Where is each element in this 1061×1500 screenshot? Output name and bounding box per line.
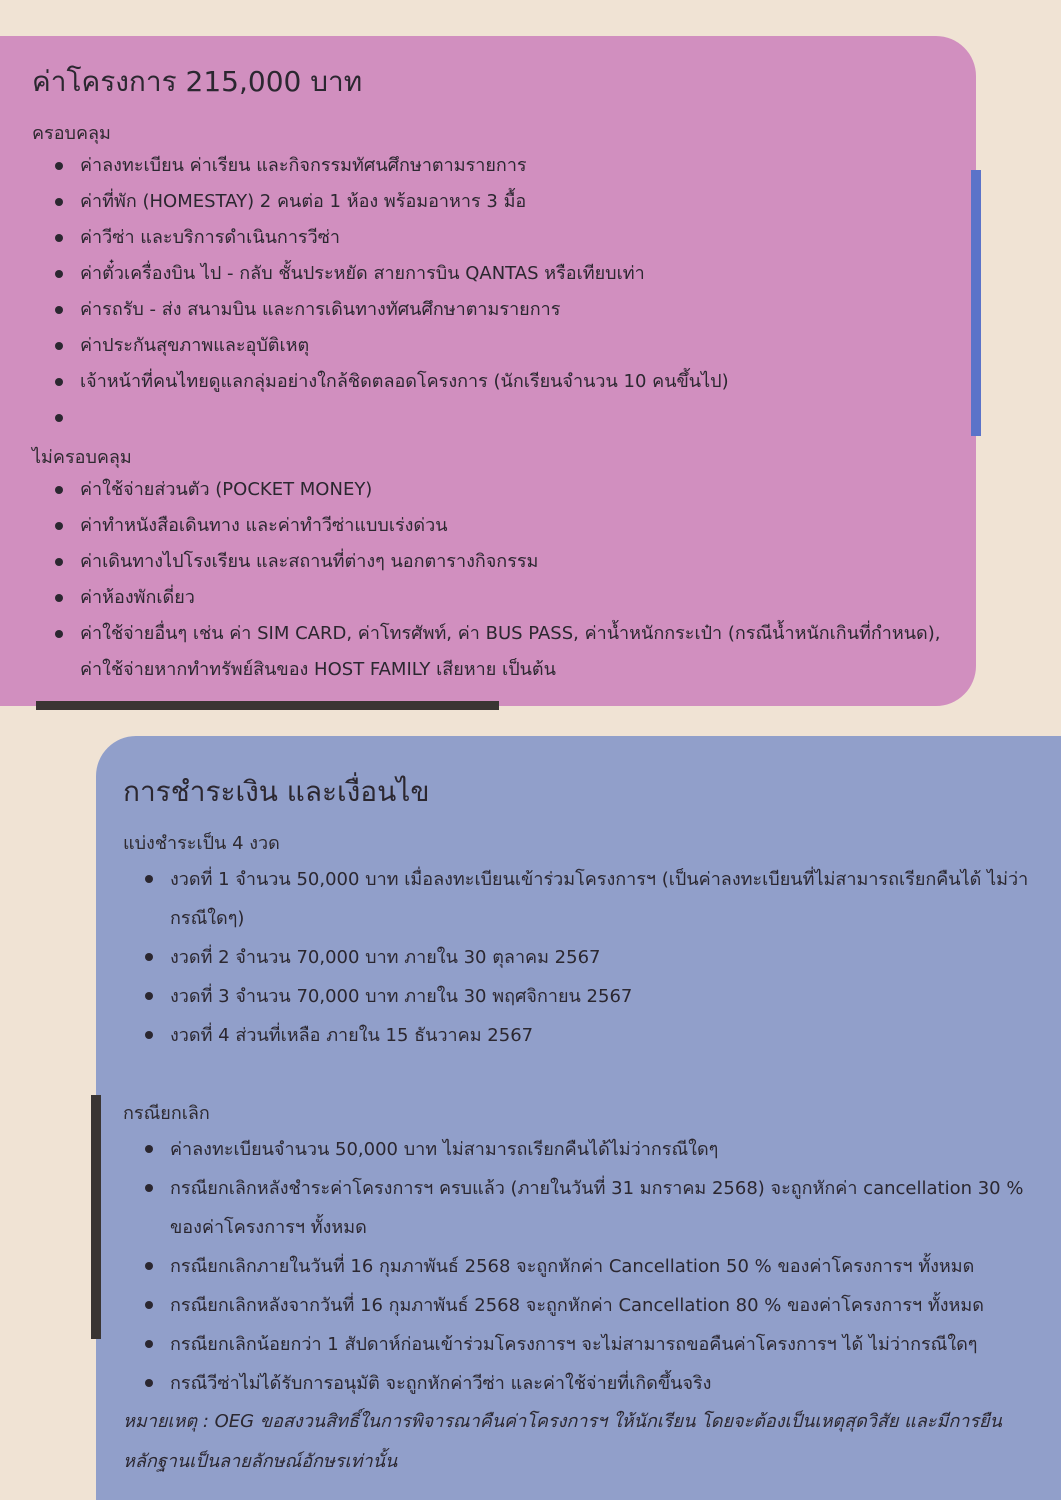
list-item: กรณียกเลิกหลังชำระค่าโครงการฯ ครบแล้ว (ภายในวันที่ 31 มกราคม 2568) จะถูกหักค่า cancellation 30 % ของค่าโครงการฯ ทั้งหมด [170,1169,1035,1247]
covered-label: ครอบคลุม [32,123,111,144]
list-item: งวดที่ 4 ส่วนที่เหลือ ภายใน 15 ธันวาคม 2567 [170,1016,1035,1055]
list-item: เจ้าหน้าที่คนไทยดูแลกลุ่มอย่างใกล้ชิดตลอดโครงการ (นักเรียนจำนวน 10 คนขึ้นไป) [80,364,960,400]
list-item: ค่าใช้จ่ายส่วนตัว (POCKET MONEY) [80,472,965,508]
dark-divider-bar [36,701,499,710]
list-item: ค่าวีซ่า และบริการดำเนินการวีซ่า [80,220,960,256]
cost-title: ค่าโครงการ 215,000 บาท [32,65,363,98]
list-item: กรณียกเลิกน้อยกว่า 1 สัปดาห์ก่อนเข้าร่วมโครงการฯ จะไม่สามารถขอคืนค่าโครงการฯ ได้ ไม่ว่ากรณีใดๆ [170,1325,1035,1364]
cancellation-label: กรณียกเลิก [123,1103,210,1124]
list-item: ค่าลงทะเบียน ค่าเรียน และกิจกรรมทัศนศึกษาตามรายการ [80,148,960,184]
list-item: งวดที่ 1 จำนวน 50,000 บาท เมื่อลงทะเบียนเข้าร่วมโครงการฯ (เป็นค่าลงทะเบียนที่ไม่สามารถเรียกคืนได้ ไม่ว่ากรณีใดๆ) [170,860,1035,938]
list-item: ค่าลงทะเบียนจำนวน 50,000 บาท ไม่สามารถเรียกคืนได้ไม่ว่ากรณีใดๆ [170,1130,1035,1169]
list-item: ค่ารถรับ - ส่ง สนามบิน และการเดินทางทัศนศึกษาตามรายการ [80,292,960,328]
list-item: กรณียกเลิกหลังจากวันที่ 16 กุมภาพันธ์ 2568 จะถูกหักค่า Cancellation 80 % ของค่าโครงการฯ ทั้งหมด [170,1286,1035,1325]
excluded-list [80,472,965,688]
list-item: ค่าที่พัก (HOMESTAY) 2 คนต่อ 1 ห้อง พร้อมอาหาร 3 มื้อ [80,184,960,220]
blue-accent-bar [971,170,981,436]
list-item: ค่าตั๋วเครื่องบิน ไป - กลับ ชั้นประหยัด สายการบิน QANTAS หรือเทียบเท่า [80,256,960,292]
list-item: ค่าเดินทางไปโรงเรียน และสถานที่ต่างๆ นอกตารางกิจกรรม [80,544,965,580]
list-item-empty [80,400,960,436]
remark-note: หมายเหตุ : OEG ขอสงวนสิทธิ์ในการพิจารณาคืนค่าโครงการฯ ให้นักเรียน โดยจะต้องเป็นเหตุสุดวิสัย และมีการยืนหลักฐานเป็นลายลักษณ์อักษรเท่านั้น [123,1411,1002,1472]
covered-list [80,148,960,436]
payment-title: การชำระเงิน และเงื่อนไข [123,775,430,808]
excluded-label: ไม่ครอบคลุม [32,447,132,468]
list-item: ค่าใช้จ่ายอื่นๆ เช่น ค่า SIM CARD, ค่าโทรศัพท์, ค่า BUS PASS, ค่าน้ำหนักกระเป๋า (กรณีน้ำหนักเกินที่กำหนด), ค่าใช้จ่ายหากทำทรัพย์สินของ HOST FAMILY เสียหาย เป็นต้น [80,616,965,688]
list-item: ค่าห้องพักเดี่ยว [80,580,965,616]
list-item: กรณีวีซ่าไม่ได้รับการอนุมัติ จะถูกหักค่าวีซ่า และค่าใช้จ่ายที่เกิดขึ้นจริง [170,1364,1035,1403]
list-item: กรณียกเลิกภายในวันที่ 16 กุมภาพันธ์ 2568 จะถูกหักค่า Cancellation 50 % ของค่าโครงการฯ ทั้งหมด [170,1247,1035,1286]
cancellation-list [170,1130,1035,1403]
left-accent-bar [91,1095,101,1339]
installments-label: แบ่งชำระเป็น 4 งวด [123,833,280,854]
installments-list [170,860,1035,1055]
list-item: งวดที่ 2 จำนวน 70,000 บาท ภายใน 30 ตุลาคม 2567 [170,938,1035,977]
list-item: งวดที่ 3 จำนวน 70,000 บาท ภายใน 30 พฤศจิกายน 2567 [170,977,1035,1016]
list-item: ค่าทำหนังสือเดินทาง และค่าทำวีซ่าแบบเร่งด่วน [80,508,965,544]
list-item: ค่าประกันสุขภาพและอุบัติเหตุ [80,328,960,364]
